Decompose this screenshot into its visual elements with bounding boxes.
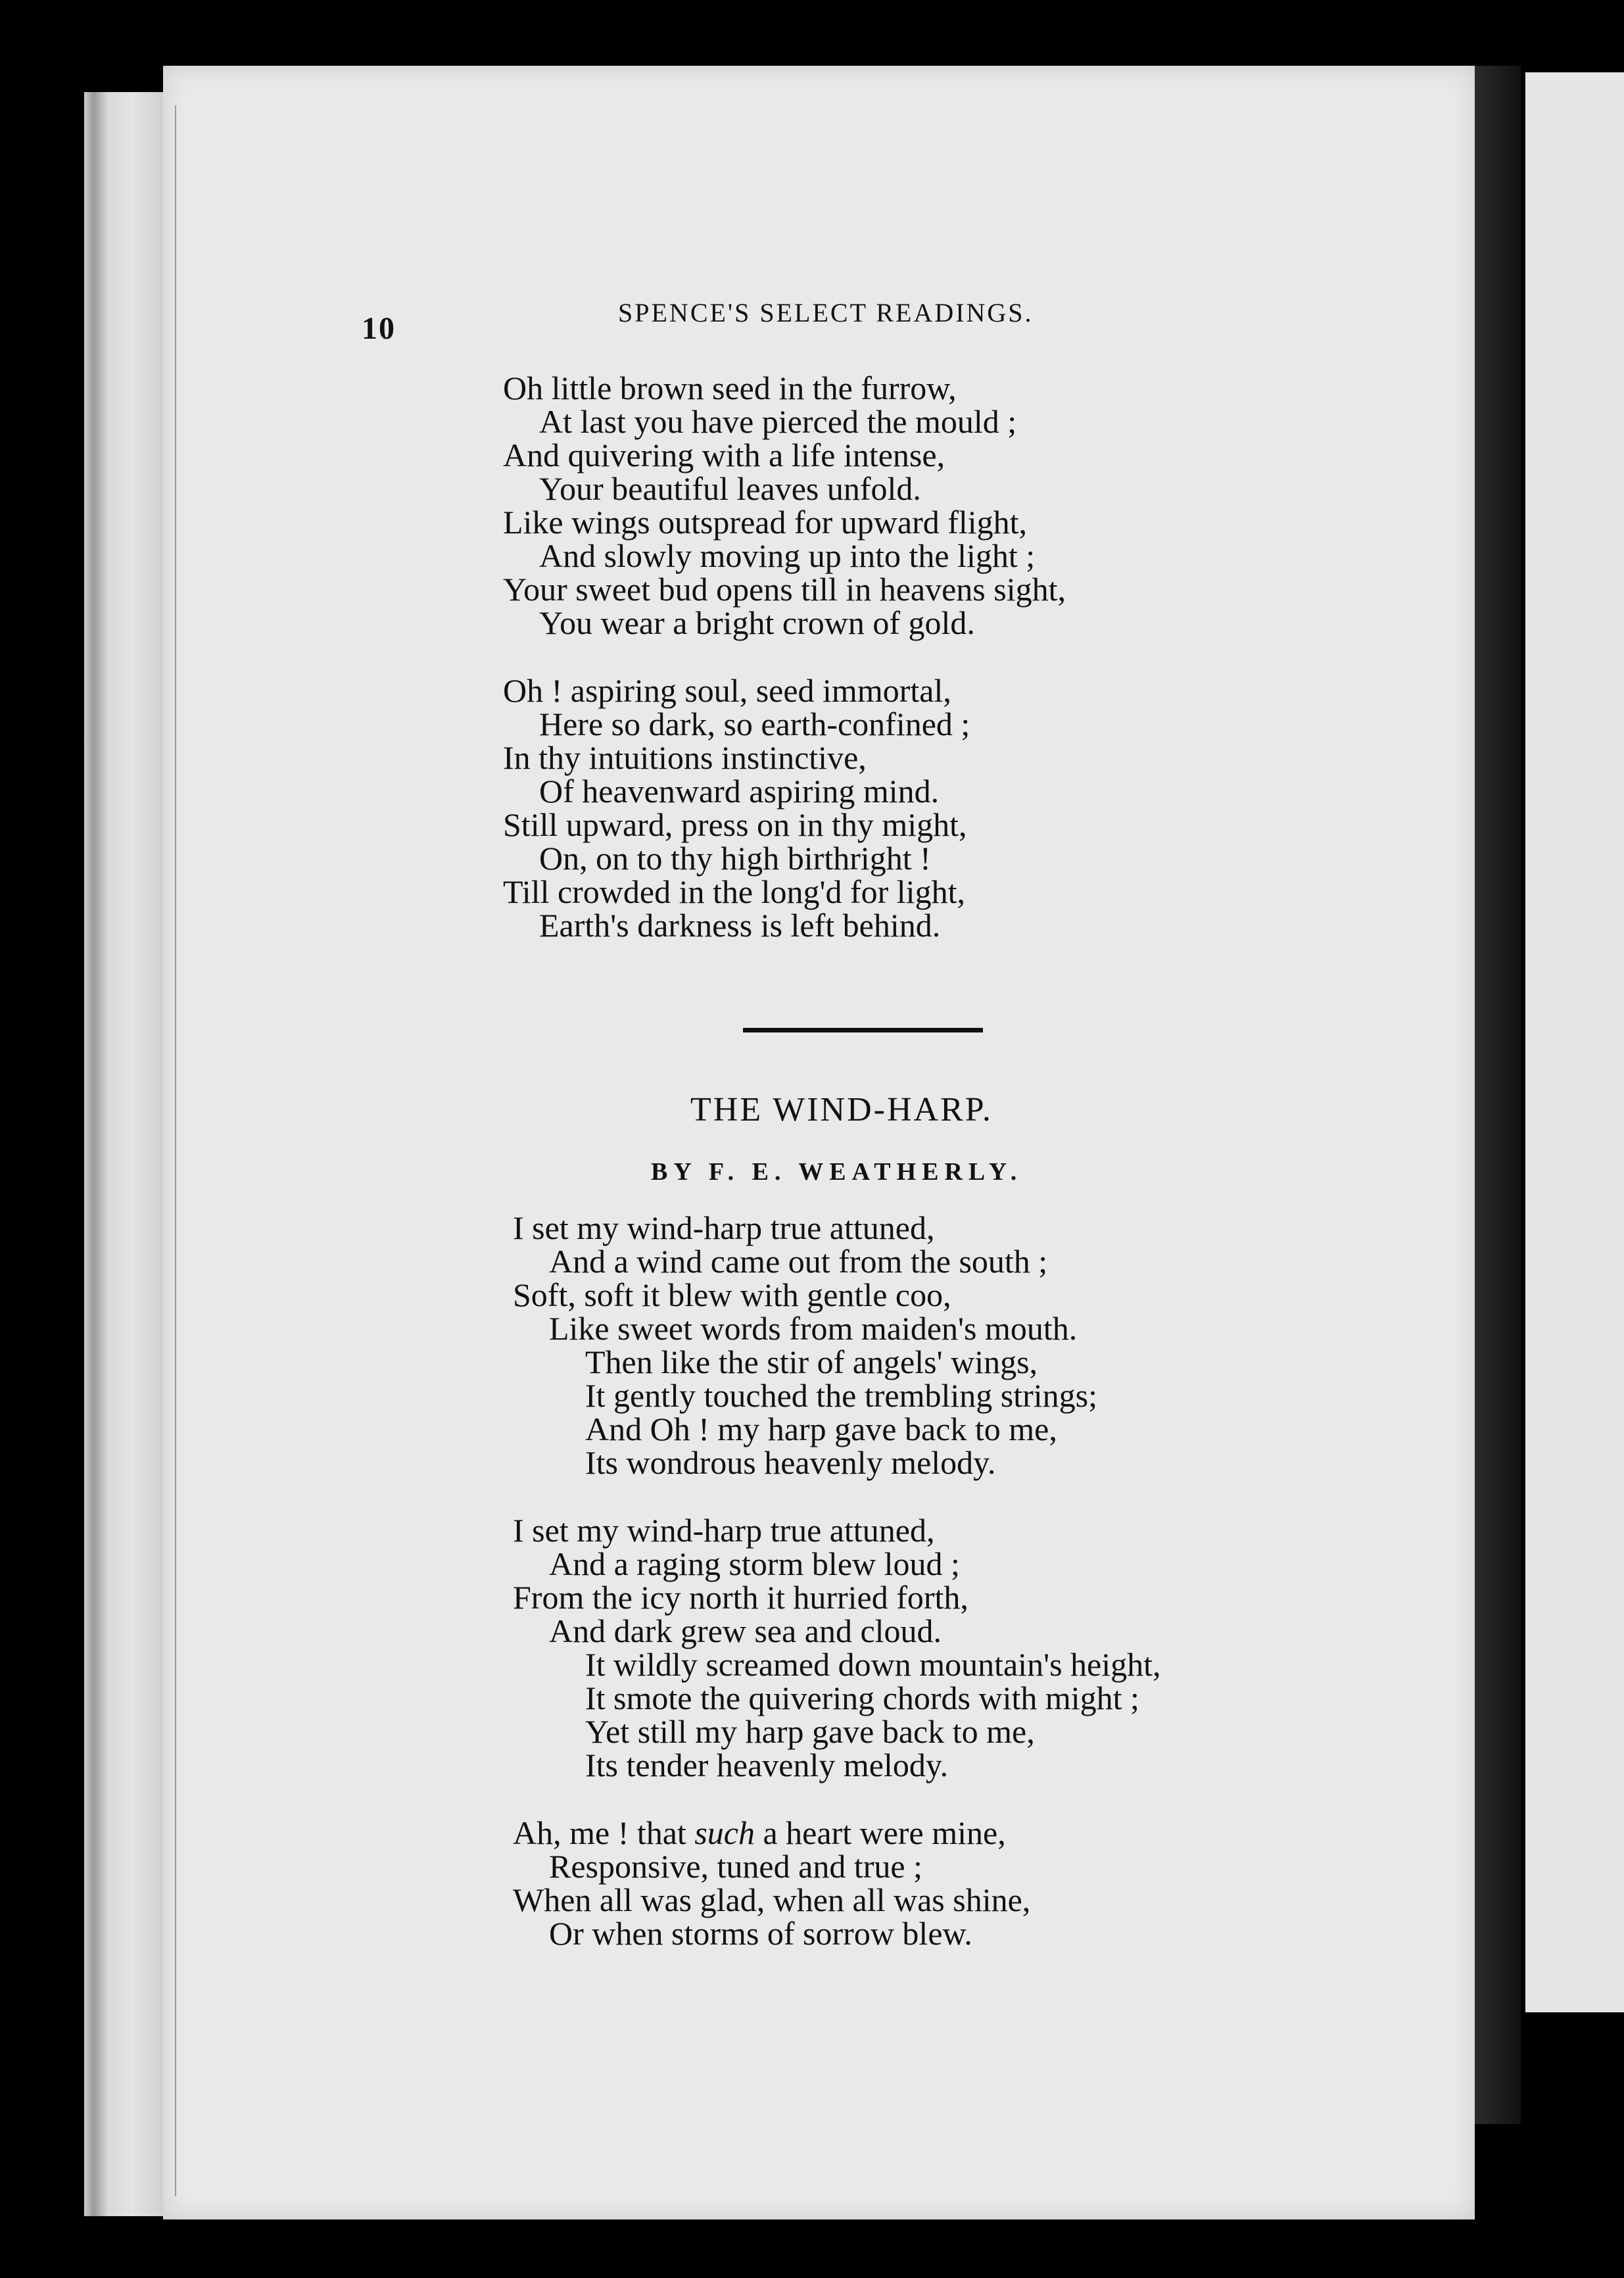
poem-line: Oh ! aspiring soul, seed immortal, xyxy=(503,672,951,709)
poem-line: Then like the stir of angels' wings, xyxy=(585,1344,1038,1380)
poem-line xyxy=(513,1816,1161,1850)
poem-line: Your beautiful leaves unfold. xyxy=(539,470,921,507)
poem-line: And dark grew sea and cloud. xyxy=(549,1612,942,1649)
poem-line: You wear a bright crown of gold. xyxy=(539,604,975,641)
poem-line: I set my wind-harp true attuned, xyxy=(513,1209,935,1246)
poem-line: At last you have pierced the mould ; xyxy=(539,403,1017,440)
page-border-line xyxy=(175,105,176,2196)
poem-line: And a raging storm blew loud ; xyxy=(549,1545,960,1582)
poem-line: It wildly screamed down mountain's height, xyxy=(585,1646,1161,1683)
facing-page xyxy=(1525,72,1624,2012)
book-page-edges xyxy=(84,92,163,2216)
book-gutter xyxy=(1475,66,1521,2124)
poem-line: Soft, soft it blew with gentle coo, xyxy=(513,1276,951,1313)
poem-author: BY F. E. WEATHERLY. xyxy=(651,1158,1023,1186)
poem-line: And quivering with a life intense, xyxy=(503,437,945,473)
poem-line: When all was glad, when all was shine, xyxy=(513,1881,1031,1918)
poem-line: Yet still my harp gave back to me, xyxy=(585,1713,1035,1750)
poem-line: Your sweet bud opens till in heavens sight, xyxy=(503,571,1066,608)
poem-line: And Oh ! my harp gave back to me, xyxy=(585,1411,1057,1447)
page-number: 10 xyxy=(362,311,396,346)
poem-text: Ah, me ! that xyxy=(513,1814,695,1851)
poem-line: Like sweet words from maiden's mouth. xyxy=(549,1310,1078,1347)
poem-line: On, on to thy high birthright ! xyxy=(539,840,931,877)
poem-line: Till crowded in the long'd for light, xyxy=(503,873,965,910)
poem-text: a heart were mine, xyxy=(754,1814,1006,1851)
poem-line: Responsive, tuned and true ; xyxy=(549,1848,922,1885)
poem-line: And a wind came out from the south ; xyxy=(549,1243,1048,1280)
poem-line: Its tender heavenly melody. xyxy=(585,1747,949,1783)
poem-title: THE WIND-HARP. xyxy=(690,1091,993,1128)
poem-line: Like wings outspread for upward flight, xyxy=(503,504,1028,541)
poem-line: It gently touched the trembling strings; xyxy=(585,1377,1098,1414)
poem-wind-harp xyxy=(513,1211,1161,1951)
poem-line: Its wondrous heavenly melody. xyxy=(585,1444,996,1481)
poem-line: Of heavenward aspiring mind. xyxy=(539,773,940,810)
poem-line: Or when storms of sorrow blew. xyxy=(549,1915,972,1952)
poem-line: Oh little brown seed in the furrow, xyxy=(503,370,957,406)
poem-line: Earth's darkness is left behind. xyxy=(539,907,941,944)
poem-line: In thy intuitions instinctive, xyxy=(503,739,867,776)
running-head xyxy=(362,289,1183,346)
section-divider xyxy=(743,1028,983,1032)
poem-line: Still upward, press on in thy might, xyxy=(503,806,967,843)
poem-line: It smote the quivering chords with might ; xyxy=(585,1680,1139,1716)
emphasized-word: such xyxy=(694,1814,755,1851)
poem-line: Here so dark, so earth-confined ; xyxy=(539,706,970,742)
running-head-title: SPENCE'S SELECT READINGS. xyxy=(618,298,1034,327)
poem-line: And slowly moving up into the light ; xyxy=(539,537,1036,574)
poem-line: I set my wind-harp true attuned, xyxy=(513,1512,935,1549)
poem-line: From the icy north it hurried forth, xyxy=(513,1579,968,1616)
poem-seed xyxy=(503,372,1066,942)
